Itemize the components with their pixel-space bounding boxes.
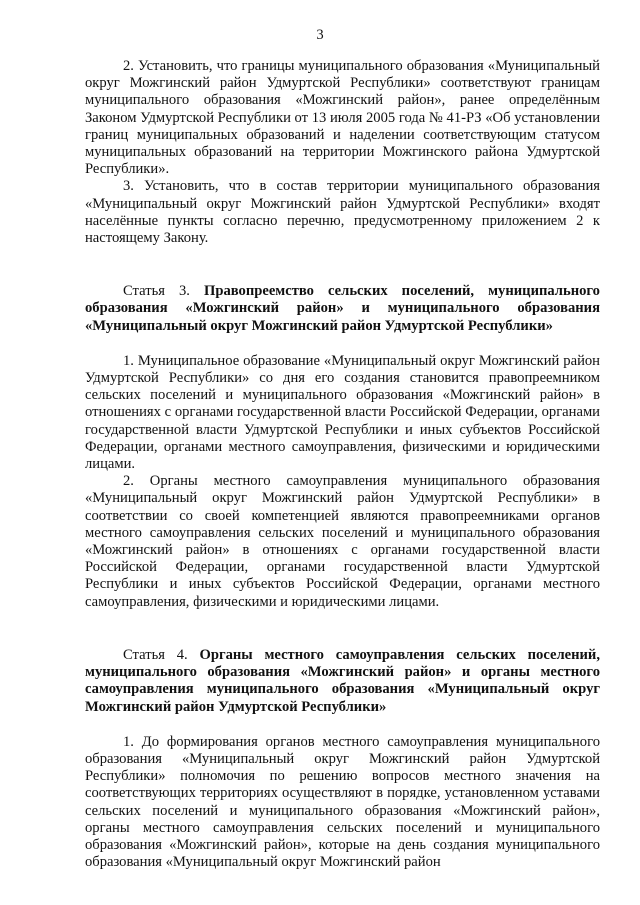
- article-3-heading: [85, 283, 600, 335]
- document-body: [85, 58, 600, 871]
- page-number: 3: [316, 27, 324, 43]
- article-3-paragraph-2: 2. Органы местного самоуправления муниципального образования «Муниципальный округ Можгинский район Удмуртской Республики» в соответствии со своей компетенцией являются правопреемниками органов местного самоуправления сельских поселений и муниципального образования «Можгинский район» в отношениях с органами государственной власти Российской Федерации, органами государственной власти Удмуртской Республики и иных субъектов Российской Федерации, органами местного самоуправления, физическими и юридическими лицами.: [85, 473, 600, 610]
- paragraph-3: 3. Установить, что в состав территории муниципального образования «Муниципальный округ Можгинский район Удмуртской Республики» входят населённые пункты согласно перечню, предусмотренному приложением 2 к настоящему Закону.: [85, 178, 600, 247]
- article-4-label: Статья 4.: [123, 646, 188, 663]
- paragraph-2: 2. Установить, что границы муниципального образования «Муниципальный округ Можгинский район Удмуртской Республики» соответствуют границам муниципального образования «Можгинский район», ранее определённым Законом Удмуртской Республики от 13 июля 2005 года № 41-РЗ «Об установлении границ муниципальных образований и наделении соответствующим статусом муниципальных образований на территории Можгинского района Удмуртской Республики».: [85, 58, 600, 178]
- article-4-paragraph-1: 1. До формирования органов местного самоуправления муниципального образования «Муниципальный округ Можгинский район Удмуртской Республики» полномочия по решению вопросов местного значения на соответствующих территориях осуществляют в порядке, установленном уставами сельских поселений и муниципального образования «Можгинский район», органы местного самоуправления сельских поселений и муниципального образования «Можгинский район», которые на день создания муниципального образования «Муниципальный округ Можгинский район: [85, 733, 600, 871]
- article-3-label: Статья 3.: [123, 283, 190, 300]
- article-4-heading: [85, 647, 600, 716]
- article-3-title: Правопреемство сельских поселений, муниципального образования «Можгинский район» и муниципального образования «Муниципальный округ Можгинский район Удмуртской Республики»: [85, 283, 600, 334]
- article-4-title: Органы местного самоуправления сельских поселений, муниципального образования «Можгинский район» и органы местного самоуправления муниципального образования «Муниципальный округ Можгинский район Удмуртской Республики»: [85, 646, 600, 715]
- article-3-paragraph-1: 1. Муниципальное образование «Муниципальный округ Можгинский район Удмуртской Республики» со дня его создания становится правопреемником сельских поселений и муниципального образования «Можгинский район» в отношениях с органами государственной власти Российской Федерации, органами государственной власти Удмуртской Республики и иных субъектов Российской Федерации, органами местного самоуправления, физическими и юридическими лицами.: [85, 352, 600, 473]
- article-4: [85, 647, 600, 871]
- article-3: [85, 283, 600, 611]
